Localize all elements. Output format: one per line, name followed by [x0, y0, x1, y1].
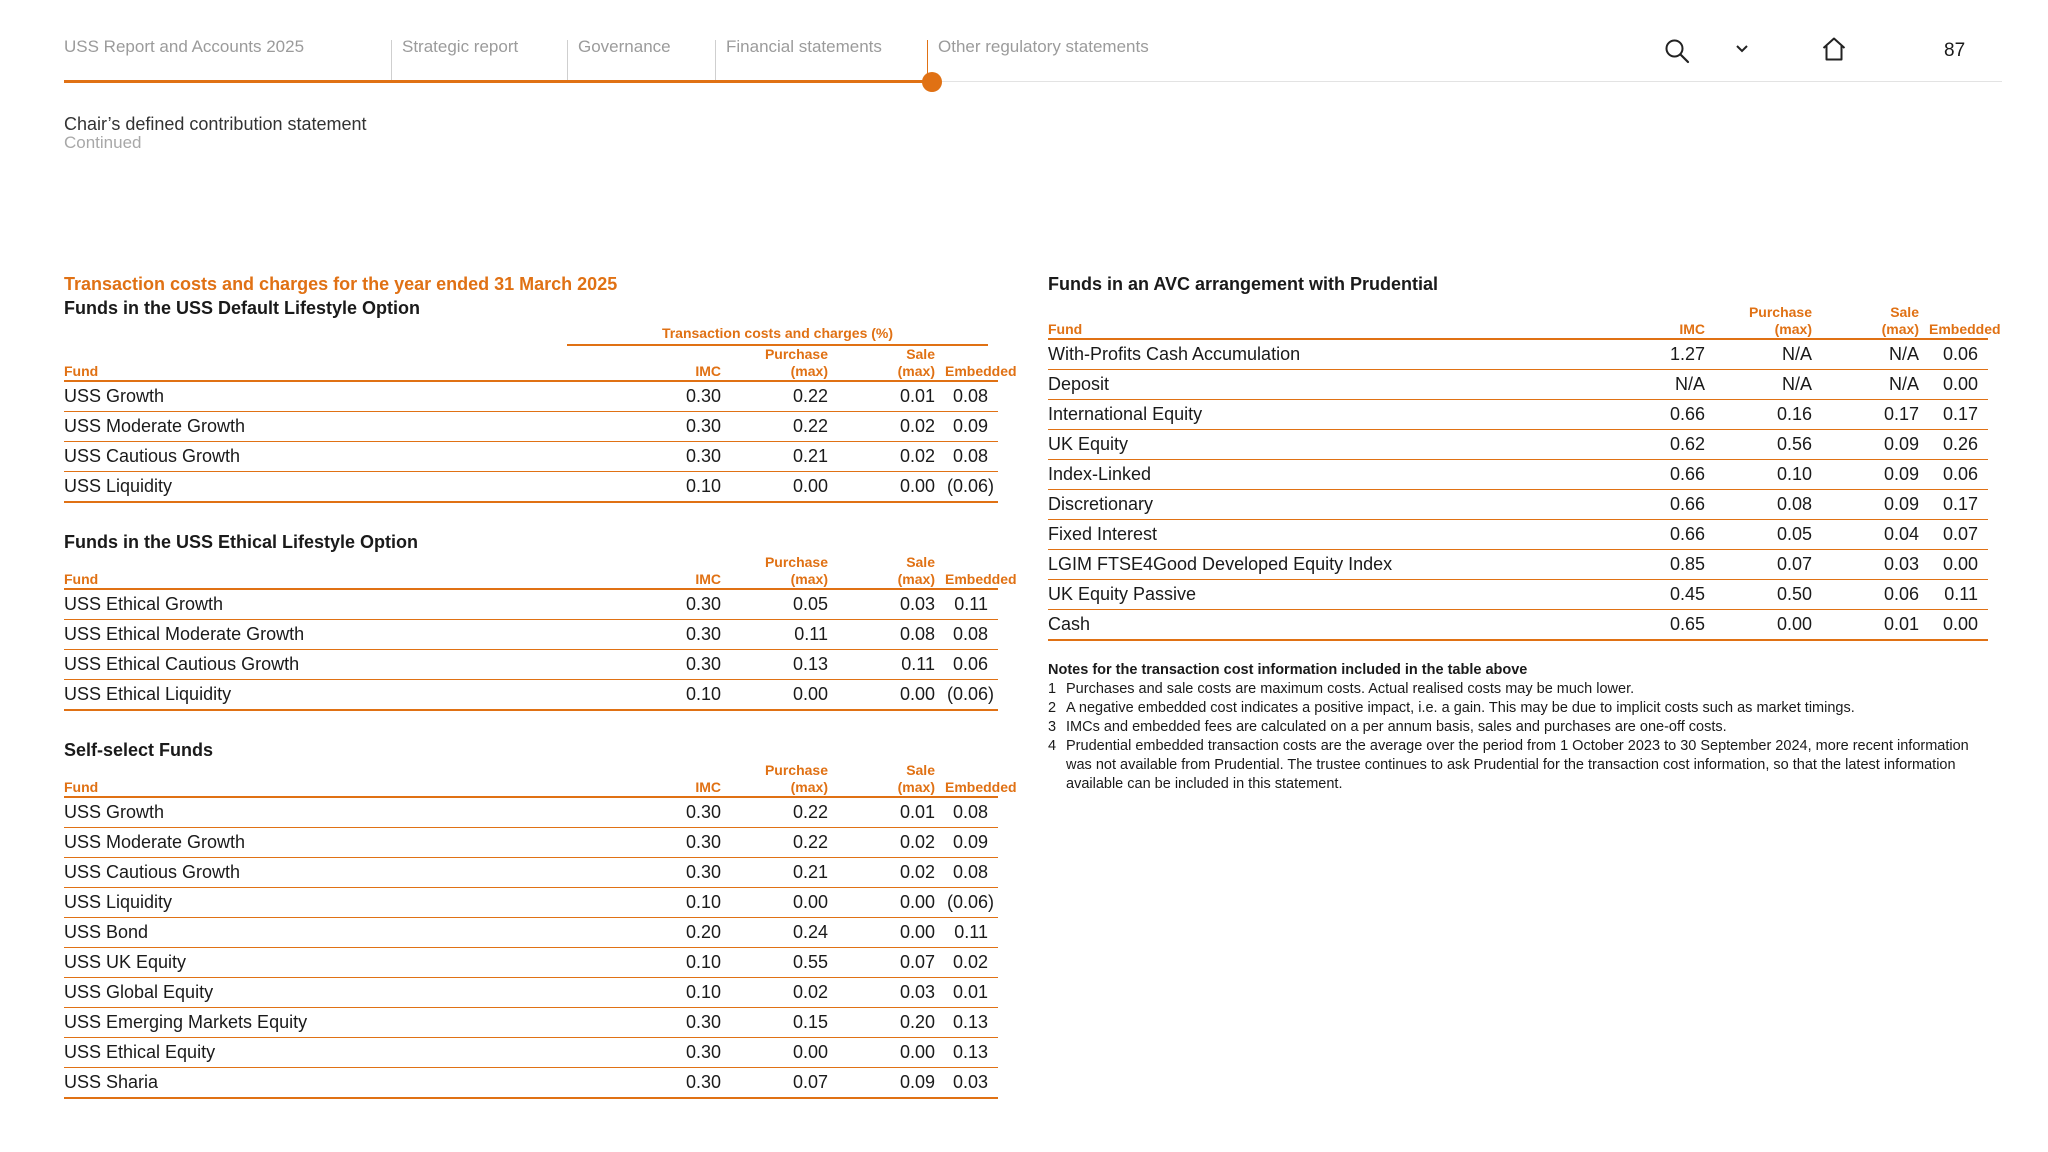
cell-fund: USS Growth [64, 797, 624, 828]
table-row [1048, 339, 1988, 370]
table-header-row [64, 760, 998, 797]
cell-fund: USS Liquidity [64, 472, 624, 503]
cell-embedded: 0.09 [945, 828, 998, 858]
cell-sale: 0.04 [1822, 520, 1929, 550]
cell-imc: 0.30 [624, 797, 731, 828]
table-row [64, 412, 998, 442]
cell-imc: 0.30 [624, 442, 731, 472]
column-header-purchase: Purchase (max) [731, 760, 838, 797]
cell-imc: 0.30 [624, 589, 731, 620]
table-row [1048, 550, 1988, 580]
cell-sale: 0.17 [1822, 400, 1929, 430]
cell-imc: 0.30 [624, 1008, 731, 1038]
page-number: 87 [1944, 40, 1966, 61]
table-header-row [64, 344, 998, 381]
cell-embedded: 0.08 [945, 620, 998, 650]
table-row [1048, 490, 1988, 520]
cell-purchase: 0.22 [731, 381, 838, 412]
cell-imc: 0.30 [624, 828, 731, 858]
cell-fund: USS Sharia [64, 1068, 624, 1099]
cell-purchase: 0.00 [731, 888, 838, 918]
cell-purchase: 0.07 [731, 1068, 838, 1099]
cell-imc: 0.30 [624, 412, 731, 442]
cell-fund: USS Ethical Equity [64, 1038, 624, 1068]
cell-imc: 0.10 [624, 948, 731, 978]
note-text: Purchases and sale costs are maximum costs. Actual realised costs may be much lower. [1066, 681, 1635, 697]
column-header-purchase: Purchase (max) [1715, 302, 1822, 339]
cell-embedded: (0.06) [945, 472, 998, 503]
column-header-purchase: Purchase (max) [731, 552, 838, 589]
table-row [64, 442, 998, 472]
cell-sale: 0.01 [1822, 610, 1929, 641]
note-item: 4 Prudential embedded transaction costs are the average over the period from 1 October 2023 to 30 September 2024, more recent information was not available from Prudential. The trustee continues to ask Prudential for the transaction cost information, so that the latest information available can be included in this statement. [1048, 737, 1988, 794]
cell-imc: 0.10 [624, 978, 731, 1008]
cell-fund: With-Profits Cash Accumulation [1048, 339, 1608, 370]
column-header-imc: IMC [1608, 302, 1715, 339]
cell-sale: 0.09 [1822, 430, 1929, 460]
table-heading-default-lifestyle: Funds in the USS Default Lifestyle Option [64, 298, 421, 318]
cell-fund: USS Global Equity [64, 978, 624, 1008]
cell-purchase: 0.07 [1715, 550, 1822, 580]
cell-fund: USS Growth [64, 381, 624, 412]
cell-imc: 0.66 [1608, 520, 1715, 550]
table-heading-avc-prudential: Funds in an AVC arrangement with Prudential [1048, 274, 1439, 294]
cell-purchase: 0.00 [731, 472, 838, 503]
cell-sale: 0.02 [838, 858, 945, 888]
note-item: 1 Purchases and sale costs are maximum costs. Actual realised costs may be much lower. [1048, 681, 1635, 697]
table-header-row [64, 552, 998, 589]
cell-fund: USS Emerging Markets Equity [64, 1008, 624, 1038]
column-header-embedded: Embedded [945, 344, 998, 381]
cell-sale: 0.07 [838, 948, 945, 978]
cell-sale: 0.00 [838, 680, 945, 711]
cell-fund: Deposit [1048, 370, 1608, 400]
column-header-sale: Sale (max) [1822, 302, 1929, 339]
column-header-imc: IMC [624, 344, 731, 381]
cell-imc: 0.30 [624, 1068, 731, 1099]
cell-imc: 0.10 [624, 472, 731, 503]
cell-purchase: 0.22 [731, 828, 838, 858]
cell-imc: 0.10 [624, 680, 731, 711]
column-header-fund: Fund [64, 552, 624, 589]
cell-embedded: (0.06) [945, 888, 998, 918]
cell-sale: 0.09 [1822, 490, 1929, 520]
cell-imc: 0.30 [624, 620, 731, 650]
cell-imc: 0.30 [624, 650, 731, 680]
cell-embedded: 0.06 [1929, 339, 1988, 370]
cell-fund: USS Ethical Liquidity [64, 680, 624, 711]
cell-purchase: 0.21 [731, 858, 838, 888]
table-row [64, 888, 998, 918]
cell-sale: 0.20 [838, 1008, 945, 1038]
cell-imc: 0.66 [1608, 490, 1715, 520]
table-row [64, 1068, 998, 1099]
cell-imc: 0.20 [624, 918, 731, 948]
tab-strategic-report[interactable]: Strategic report [402, 37, 519, 56]
cell-fund: USS Ethical Moderate Growth [64, 620, 624, 650]
table-row [1048, 580, 1988, 610]
search-icon[interactable] [1664, 38, 1690, 69]
cell-sale: 0.01 [838, 797, 945, 828]
table-row [1048, 430, 1988, 460]
cell-purchase: 0.02 [731, 978, 838, 1008]
cell-embedded: 0.08 [945, 442, 998, 472]
table-row [64, 918, 998, 948]
cell-embedded: 0.07 [1929, 520, 1988, 550]
table-row [64, 858, 998, 888]
table-row [1048, 400, 1988, 430]
cell-fund: LGIM FTSE4Good Developed Equity Index [1048, 550, 1608, 580]
table-row [64, 472, 998, 503]
section-title: Chair’s defined contribution statement [64, 114, 367, 134]
cell-fund: USS Moderate Growth [64, 412, 624, 442]
table-row [64, 1008, 998, 1038]
main-heading: Transaction costs and charges for the year ended 31 March 2025 [64, 274, 618, 294]
cell-purchase: 0.22 [731, 797, 838, 828]
nav-divider [715, 40, 716, 80]
table-row [64, 797, 998, 828]
column-header-imc: IMC [624, 760, 731, 797]
cell-imc: N/A [1608, 370, 1715, 400]
cell-fund: USS Ethical Growth [64, 589, 624, 620]
cell-sale: 0.00 [838, 918, 945, 948]
cell-embedded: 0.08 [945, 858, 998, 888]
table-ethical-lifestyle [64, 552, 1017, 711]
cell-sale: 0.02 [838, 442, 945, 472]
table-row [1048, 520, 1988, 550]
cell-fund: Index-Linked [1048, 460, 1608, 490]
nav-divider [391, 40, 392, 80]
table-row [64, 650, 998, 680]
cell-purchase: 0.13 [731, 650, 838, 680]
cell-imc: 0.62 [1608, 430, 1715, 460]
column-header-fund: Fund [1048, 302, 1608, 339]
cell-fund: USS Bond [64, 918, 624, 948]
cell-sale: 0.09 [838, 1068, 945, 1099]
cell-embedded: 0.08 [945, 381, 998, 412]
nav-progress-line [64, 80, 932, 83]
notes-title: Notes for the transaction cost information included in the table above [1048, 662, 1528, 678]
cell-purchase: N/A [1715, 339, 1822, 370]
column-header-purchase: Purchase (max) [731, 344, 838, 381]
cell-embedded: 0.03 [945, 1068, 998, 1099]
cell-purchase: 0.00 [731, 1038, 838, 1068]
table-row [1048, 460, 1988, 490]
table-row [1048, 610, 1988, 641]
cell-fund: USS Liquidity [64, 888, 624, 918]
table-row [64, 680, 998, 711]
cell-purchase: 0.56 [1715, 430, 1822, 460]
cell-fund: USS Cautious Growth [64, 442, 624, 472]
cell-imc: 0.65 [1608, 610, 1715, 641]
column-header-sale: Sale (max) [838, 552, 945, 589]
cell-purchase: 0.50 [1715, 580, 1822, 610]
table-row [64, 589, 998, 620]
nav-progress-dot [922, 72, 942, 92]
column-header-embedded: Embedded [945, 760, 998, 797]
note-text: Prudential embedded transaction costs are the average over the period from 1 October 2023 to 30 September 2024, more recent information was not available from Prudential. The trustee continues to ask Prudential for the transaction cost information, so that the latest information available can be included in this statement. [1066, 738, 1969, 792]
column-header-embedded: Embedded [945, 552, 998, 589]
note-item: 3 IMCs and embedded fees are calculated on a per annum basis, sales and purchases are one-off costs. [1048, 719, 1727, 735]
cell-embedded: 0.00 [1929, 610, 1988, 641]
table-row [1048, 370, 1988, 400]
home-icon[interactable] [1821, 36, 1847, 67]
cell-sale: 0.02 [838, 412, 945, 442]
cell-imc: 0.30 [624, 1038, 731, 1068]
cell-embedded: 0.26 [1929, 430, 1988, 460]
cell-fund: USS Ethical Cautious Growth [64, 650, 624, 680]
cell-sale: 0.02 [838, 828, 945, 858]
cell-sale: N/A [1822, 370, 1929, 400]
cell-sale: 0.08 [838, 620, 945, 650]
cell-embedded: 0.17 [1929, 490, 1988, 520]
table-row [64, 1038, 998, 1068]
cell-embedded: 0.11 [945, 918, 998, 948]
table-self-select [64, 760, 1017, 1099]
cell-sale: 0.03 [838, 589, 945, 620]
chevron-down-icon[interactable] [1733, 42, 1751, 61]
nav-divider [567, 40, 568, 80]
cell-purchase: 0.05 [1715, 520, 1822, 550]
cell-sale: 0.06 [1822, 580, 1929, 610]
cell-fund: UK Equity Passive [1048, 580, 1608, 610]
column-header-embedded: Embedded [1929, 302, 1988, 339]
cell-embedded: 0.11 [945, 589, 998, 620]
cell-purchase: N/A [1715, 370, 1822, 400]
cell-embedded: 0.17 [1929, 400, 1988, 430]
cell-purchase: 0.21 [731, 442, 838, 472]
notes-block [1048, 661, 1988, 794]
tab-financial-statements[interactable]: Financial statements [726, 37, 882, 56]
table-row [64, 620, 998, 650]
cell-embedded: 0.06 [1929, 460, 1988, 490]
cell-sale: 0.00 [838, 888, 945, 918]
cell-embedded: 0.13 [945, 1038, 998, 1068]
cell-embedded: 0.06 [945, 650, 998, 680]
cell-imc: 0.66 [1608, 460, 1715, 490]
column-header-fund: Fund [64, 760, 624, 797]
cell-purchase: 0.00 [1715, 610, 1822, 641]
cell-purchase: 0.24 [731, 918, 838, 948]
cell-purchase: 0.15 [731, 1008, 838, 1038]
cell-fund: USS UK Equity [64, 948, 624, 978]
cell-sale: 0.03 [1822, 550, 1929, 580]
cell-purchase: 0.55 [731, 948, 838, 978]
cell-embedded: (0.06) [945, 680, 998, 711]
cell-embedded: 0.11 [1929, 580, 1988, 610]
cell-fund: USS Cautious Growth [64, 858, 624, 888]
cell-sale: 0.11 [838, 650, 945, 680]
cell-embedded: 0.01 [945, 978, 998, 1008]
column-header-fund: Fund [64, 344, 624, 381]
column-header-sale: Sale (max) [838, 760, 945, 797]
cell-sale: 0.09 [1822, 460, 1929, 490]
cell-imc: 0.30 [624, 858, 731, 888]
group-header: Transaction costs and charges (%) [567, 325, 988, 346]
table-heading-self-select: Self-select Funds [64, 740, 214, 760]
cell-imc: 0.66 [1608, 400, 1715, 430]
table-avc-prudential [1048, 302, 2001, 641]
cell-fund: UK Equity [1048, 430, 1608, 460]
cell-imc: 1.27 [1608, 339, 1715, 370]
note-text: A negative embedded cost indicates a positive impact, i.e. a gain. This may be due to implicit costs such as market timings. [1066, 700, 1855, 716]
cell-embedded: 0.02 [945, 948, 998, 978]
table-header-row [1048, 302, 1988, 339]
cell-fund: Discretionary [1048, 490, 1608, 520]
cell-embedded: 0.00 [1929, 550, 1988, 580]
table-row [64, 978, 998, 1008]
note-item: 2 A negative embedded cost indicates a positive impact, i.e. a gain. This may be due to implicit costs such as market timings. [1048, 700, 1855, 716]
cell-purchase: 0.10 [1715, 460, 1822, 490]
cell-sale: 0.00 [838, 472, 945, 503]
table-row [64, 381, 998, 412]
cell-fund: USS Moderate Growth [64, 828, 624, 858]
tab-governance[interactable]: Governance [578, 37, 671, 56]
cell-fund: International Equity [1048, 400, 1608, 430]
cell-imc: 0.30 [624, 381, 731, 412]
cell-purchase: 0.11 [731, 620, 838, 650]
cell-sale: 0.00 [838, 1038, 945, 1068]
cell-imc: 0.45 [1608, 580, 1715, 610]
note-text: IMCs and embedded fees are calculated on a per annum basis, sales and purchases are one-off costs. [1066, 719, 1727, 735]
cell-embedded: 0.08 [945, 797, 998, 828]
cell-imc: 0.85 [1608, 550, 1715, 580]
cell-sale: 0.03 [838, 978, 945, 1008]
tab-other-regulatory-statements[interactable]: Other regulatory statements [938, 37, 1149, 56]
nav-report-title[interactable]: USS Report and Accounts 2025 [64, 37, 305, 56]
column-header-imc: IMC [624, 552, 731, 589]
column-header-sale: Sale (max) [838, 344, 945, 381]
table-row [64, 828, 998, 858]
cell-purchase: 0.08 [1715, 490, 1822, 520]
cell-purchase: 0.22 [731, 412, 838, 442]
section-subtitle: Continued [64, 133, 142, 152]
cell-purchase: 0.00 [731, 680, 838, 711]
cell-embedded: 0.00 [1929, 370, 1988, 400]
table-default-lifestyle [64, 344, 1017, 503]
cell-purchase: 0.16 [1715, 400, 1822, 430]
cell-embedded: 0.09 [945, 412, 998, 442]
table-row [64, 948, 998, 978]
cell-purchase: 0.05 [731, 589, 838, 620]
cell-fund: Fixed Interest [1048, 520, 1608, 550]
cell-fund: Cash [1048, 610, 1608, 641]
cell-imc: 0.10 [624, 888, 731, 918]
table-heading-ethical-lifestyle: Funds in the USS Ethical Lifestyle Option [64, 532, 419, 552]
cell-sale: 0.01 [838, 381, 945, 412]
cell-embedded: 0.13 [945, 1008, 998, 1038]
cell-sale: N/A [1822, 339, 1929, 370]
